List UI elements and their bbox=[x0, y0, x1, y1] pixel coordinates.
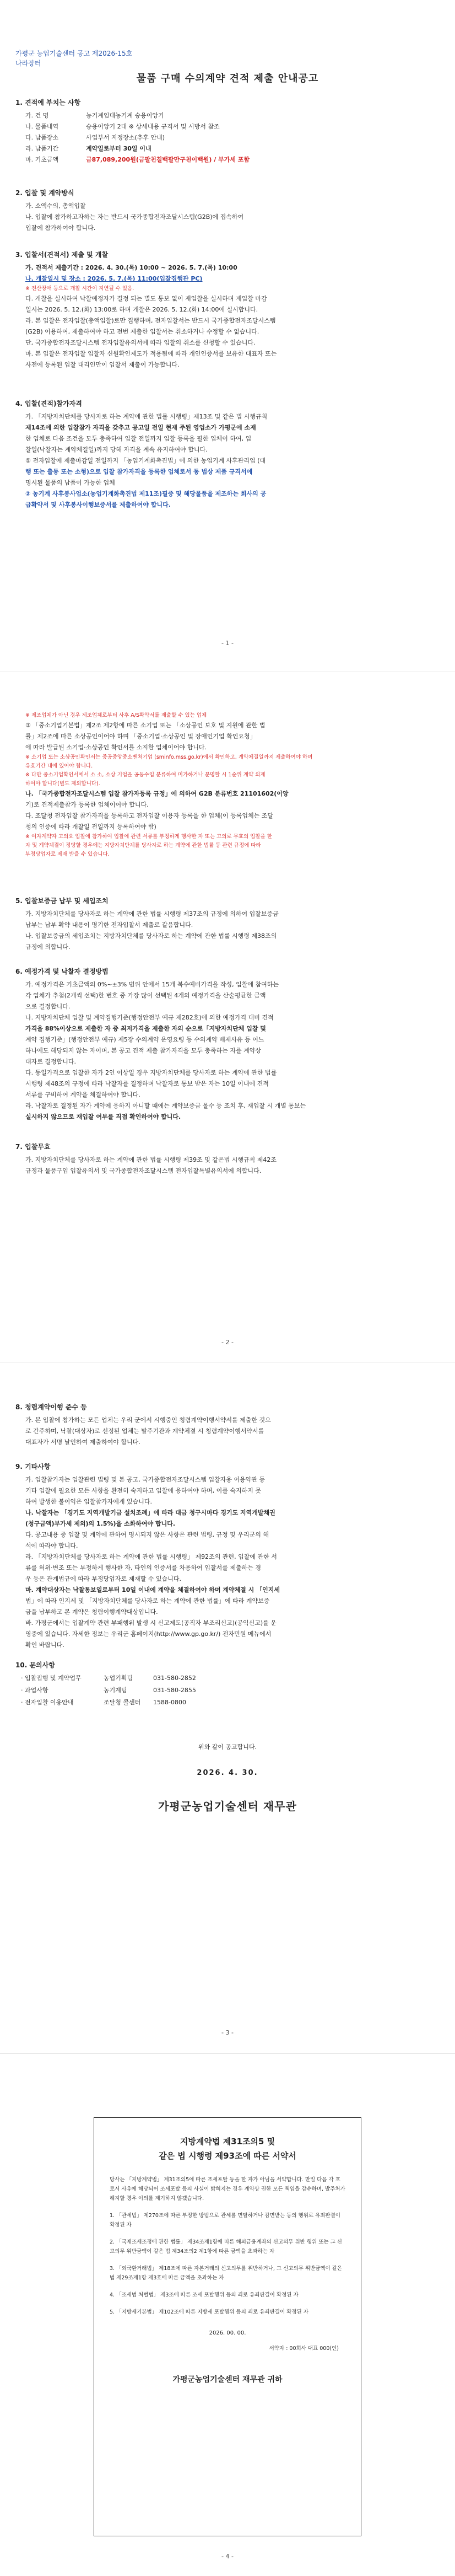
page-3 bbox=[0, 1367, 455, 2051]
section-10-heading: 10. 문의사항 bbox=[15, 1661, 55, 1669]
info-row: 마. 기초금액 금87,089,200원(금팔천칠백팔만구천이백원) / 부가세 포함 bbox=[25, 156, 250, 163]
announce-date: 2026. 4. 30. bbox=[197, 1769, 258, 1777]
section-10 bbox=[15, 1660, 440, 1708]
pledge-date: 2026. 00. 00. bbox=[209, 2330, 246, 2336]
announce-writer: 나라장터 bbox=[15, 60, 41, 67]
page-1 bbox=[0, 0, 455, 664]
page-number: - 4 - bbox=[221, 2553, 234, 2560]
announce-number: 가평군 농업기술센터 공고 제2026-15호 bbox=[15, 50, 133, 57]
page-2 bbox=[0, 679, 455, 1363]
section-9: 9. 기타사항 가. 입찰참가자는 입찰관련 법령 및 본 공고, 국가종합전자조달시스템 입찰자용 이용약관 등 기타 입찰에 필요한 모든 사항을 완전히 숙지하고 입찰에 응하여야 하며, 이를 숙지하지 못 하여 발생한 불이익은 입찰참가자에게 있습니다. 나. 낙찰자는 「경기도 지역개발기금 설치조례」에 따라 대금 청구시마다 경기도 지역개발채권 (청구금액)부가세 제외)의 1.5%)을 소화하여야 합니다. 다. 공고내용 중 입찰 및 계약에 관하여 명시되지 않은 사항은 관련 법령, 규정 및 우리군의 해 석에 따라야 합니다. 라. 「지방자치단체를 당사자로 하는 계약에 관한 법률 시행령」 제92조의 관련, 입찰에 관한 서 류를 허위·변조 또는 부정하게 행사한 자, 타인의 인증서를 차용하여 입찰서를 제출하는 경 우 등은 관계법규에 따라 부정당업자로 제재할 수 있습니다. 마. 계약대상자는 낙찰통보일로부터 10일 이내에 계약을 체결하여야 하며 계약체결 시 「인지세 법」에 따라 인지세 및 「지방자치단체를 당사자로 하는 계약에 관한 법률」에 따라 계약보증 금을 납부하고 본 계약은 청렴이행계약대상입니다. 바. 가평군에서는 입찰계약 관련 부패행위 발생 시 신고제도(공직자 부조리신고)(공익신고)를 운 영중에 있습니다. 자세한 정보는 우리군 홈페이지(http://www.gp.go.kr/) 전자민원 메뉴에서 확인 바랍니다. bbox=[15, 1461, 440, 1651]
section-4-continued: ※ 제조업체가 아닌 경우 제조업체로부터 사후 A/S확약서를 제출할 수 있는 업체 ③ 「중소기업기본법」제2조 제2항에 따른 소기업 또는 「소상공인 보호 및 지원에 관한 법 률」제2조에 따른 소상공인이어야 하며 「중소기업·소상공인 및 장애인기업 확인요청」 에 따라 발급된 소기업·소상공인 확인서를 소지한 업체이어야 합니다. ※ 소기업 또는 소상공인확인서는 중공중앙중소벤처기업 (sminfo.mss.go.kr)에서 확인하고, 계약체결일까지 제출하여야 하며 유효기간 내에 있어야 합니다. ※ 다만 중소기업확인서에서 소 소, 소상 기업을 공동수입 분류하여 미가하거나 분명할 시 1순위 계약 의제 하여야 합니다(별도 제외합니다). 나. 「국가종합전자조달시스템 입찰 참가자등록 규정」에 의하여 G2B 분류번호 21101602(이앙 기)로 견적제출참가 등록한 업체이어야 합니다. 다. 조달청 전자입찰 참가자격을 등록하고 전자입찰 이용자 등록을 한 업체(이 등록업체는 조달 청의 인증에 따라 개찰일 전일까지 등록하여야 함) ※ 여자계약자 고의요 입찰에 참가하여 입찰에 관련 서류를 부정하게 행사한 자 또는 고의로 무효의 입찰을 한 자 및 계약체결이 정당할 경우에는 지방자치단체를 당사자로 하는 계약에 관한 법률 등 관련 규정에 따라 부정당업자로 제재 받을 수 있습니다. bbox=[25, 712, 313, 857]
section-7-heading: 7. 입찰무효 bbox=[15, 1143, 51, 1151]
section-1 bbox=[15, 97, 440, 165]
section-9-heading: 9. 기타사항 bbox=[15, 1463, 51, 1471]
pledge-title-line-1: 지방계약법 제31조의5 및 bbox=[180, 2137, 275, 2146]
closing-text: 위와 같이 공고합니다. bbox=[198, 1743, 257, 1751]
section-6: 6. 예정가격 및 낙찰자 결정방법 가. 예정가격은 기초금액의 0%~±3% 범위 안에서 15개 복수예비가격을 작성, 입찰에 참여하는 각 업체가 추첨(2개씩 선택)한 번호 중 가장 많이 선택된 4개의 예정가격을 산술평균한 금액 으로 결정합니다. 나. 지방자치단체 입찰 및 계약집행기준(행정안전부 예규 제282호)에 의한 예정가격 대비 견적 가격을 88%이상으로 제출한 자 중 최저가격을 제출한 자의 순으로「지방자치단체 입찰 및 계약 집행기준」(행정안전부 예규) 제5장 수의계약 운영요령 등 수의계약 배제사유 등 어느 하나에도 해당되지 않는 자이며, 본 공고 견적 제출 참가자격을 모두 충족하는 자를 계약상 대자로 결정합니다. 다. 동일가격으로 입찰한 자가 2인 이상일 경우 지방자치단체를 당사자로 하는 계약에 관한 법률 시행령 제48조의 규정에 따라 낙찰자를 결정하며 낙찰자로 통보 받은 자는 10일 이내에 견적 서류를 구비하여 계약을 체결하여야 합니다. 라. 낙찰자로 결정된 자가 계약에 응하지 아니할 때에는 계약보증금 몰수 등 조치 후, 재입찰 시 개별 통보는 실시하지 않으므로 재입찰 여부를 직접 확인하여야 합니다. bbox=[15, 966, 440, 1123]
page-title: 물품 구매 수의계약 견적 제출 안내공고 bbox=[136, 73, 319, 84]
pledge-addressee: 가평군농업기술센터 재무관 귀하 bbox=[172, 2375, 283, 2384]
section-8: 8. 청렴계약이행 준수 등 가. 본 입찰에 참가하는 모든 업체는 우리 군에서 시행중인 청렴계약이행서약서를 제출한 것으 로 간주하며, 낙찰(대상자)로 선정된 업체는 발주기관과 계약체결 시 청렴계약이행서약서를 대표자가 서명 날인하여 제출하여야 합니다. bbox=[15, 1402, 440, 1448]
section-4-heading: 4. 입찰(견적)참가자격 bbox=[15, 400, 82, 407]
section-1-heading: 1. 견적에 부치는 사항 bbox=[15, 99, 81, 106]
page-divider bbox=[0, 2053, 455, 2054]
pledge-signer: 서약자 : 00회사 대표 000(인) bbox=[269, 2346, 339, 2352]
section-3-heading: 3. 입찰서(견적서) 제출 및 개찰 bbox=[15, 251, 109, 259]
info-row: 나. 물품내역 승용이앙기 2대 ※ 상세내용 규격서 및 시방서 참조 bbox=[25, 123, 220, 130]
info-row: 다. 납품장소 사업부서 지정장소(추후 안내) bbox=[25, 134, 165, 141]
section-5-heading: 5. 입찰보증금 납부 및 세입조치 bbox=[15, 897, 109, 905]
pledge-body: 당사는 「지방계약법」 제31조의5에 따른 조세포탈 등을 한 자가 아님을 서약합니다. 만일 다음 각 호로서 사유에 해당되어 조세포탈 등의 사실이 밝혀지는 경우 계약상 권한 모든 책임을 감수하며, 발주처가 해지할 경우 이의를 제기하지 않겠습니다. 1. 「관세법」 제270조에 따른 부정한 방법으로 관세를 면탈하거나 감면받는 등의 행위로 유죄판결이 확정된 자 2. 「국제조세조정에 관한 법률」 제34조제1항에 따른 해외금융계좌의 신고의무 위반 행위 또는 그 신고의무 위반금액이 같은 법 제34조의2 제1항에 따른 금액을 초과하는 자 3. 「외국환거래법」 제18조에 따른 자본거래의 신고의무를 위반하거나, 그 신고의무 위반금액이 같은 법 제29조제1항 제3호에 따른 금액을 초과하는 자 4. 「조세범 처벌법」 제3조에 따른 조세 포탈행위 등의 죄로 유죄판결이 확정된 자 5. 「지방세기본법」 제102조에 따른 지방세 포탈행위 등의 죄로 유죄판결이 확정된 자 bbox=[110, 2177, 345, 2315]
section-2: 2. 입찰 및 계약방식 가. 소액수의, 총액입찰 나. 입찰에 참가하고자하는 자는 반드시 국가종합전자조달시스템(G2B)에 접속하여 입찰에 참가하여야 합니다. bbox=[15, 187, 440, 234]
page-number: - 2 - bbox=[221, 1339, 234, 1346]
issuer-org: 가평군농업기술센터 재무관 bbox=[158, 1800, 297, 1813]
section-2-heading: 2. 입찰 및 계약방식 bbox=[15, 189, 74, 197]
pledge-form bbox=[94, 2117, 361, 2536]
page-number: - 3 - bbox=[221, 2029, 234, 2036]
page-number: - 1 - bbox=[221, 640, 234, 647]
section-5: 5. 입찰보증금 납부 및 세입조치 가. 지방자치단체를 당사자로 하는 계약에 관한 법률 시행령 제37조의 규정에 의하여 입찰보증금 납부는 납부 확약 내용이 명기한 전자입찰서 제출로 갈음합니다. 나. 입찰보증금의 세입조치는 지방자치단체를 당사자로 하는 계약에 관한 법률 시행령 제38조의 규정에 의합니다. bbox=[15, 895, 440, 953]
info-row: 가. 건 명 농기계임대농기계 숭용이앙기 bbox=[25, 112, 164, 119]
info-row: 라. 납품기간 계약일로부터 30일 이내 bbox=[25, 145, 151, 152]
pledge-title-line-2: 같은 법 시행령 제93조에 따른 서약서 bbox=[159, 2151, 296, 2161]
section-6-heading: 6. 예정가격 및 낙찰자 결정방법 bbox=[15, 968, 109, 975]
section-7: 7. 입찰무효 가. 지방자치단체를 당사자로 하는 계약에 관한 법률 시행령 제39조 및 같은법 시행규칙 제42조 규정과 물품구입 입찰유의서 및 국가종합전자조달시스템 전자입찰특별유의서에 의합니다. bbox=[15, 1141, 440, 1177]
section-3: 3. 입찰서(견적서) 제출 및 개찰 가. 견적서 제출기간 : 2026. 4. 30.(목) 10:00 ~ 2026. 5. 7.(목) 10:00 나. 개찰일시 및 장소 : 2026. 5. 7.(목) 11:00(입찰집행관 PC) ※ 전산장애 등으로 개찰 시간이 지연될 수 있음. 다. 개찰을 실시하여 낙찰예정자가 결정 되는 별도 통보 없이 재입찰을 실시하며 재입찰 마감 일시는 2026. 5. 12.(화) 13:00로 하며 개찰은 2026. 5. 12.(화) 14:00에 실시합니다. 라. 본 입찰은 전자입찰(총액입찰)로만 집행하며, 전자입찰서는 반드시 국가종합전자조달시스템 (G2B) 이용하여, 제출하여야 하고 전번 제출한 입찰서는 취소하거나 수정할 수 없습니다. 단, 국가종합전자조달시스템 전자입찰유의서에 따라 입찰의 취소를 신청할 수 있습니다. 마. 본 입찰은 전자입찰 입찰자 신원확인제도가 적용됨에 따라 개인인증서를 보유한 대표자 또는 사전에 등록된 입찰 대리인만이 입찰서 제출이 가능합니다. bbox=[15, 249, 440, 371]
contact-table: · 입찰집행 및 계약업무 농업기획팀 031-580-2852 · 과업사항 농기계팀 031-580-2855 · 전자입찰 이용안내 조달청 콜센터 1588-0800 bbox=[21, 1675, 196, 1706]
section-8-heading: 8. 청렴계약이행 준수 등 bbox=[15, 1403, 87, 1411]
section-4: 4. 입찰(견적)참가자격 가. 「지방자치단체를 당사자로 하는 계약에 관한 법률 시행령」제13조 및 같은 법 시행규칙 제14조에 의한 입찰참가 자격을 갖추고 공고일 전일 현재 주된 영업소가 가평군에 소재 한 업체로 다음 조건을 모두 충족하여 입찰 전일까지 입찰 등록을 필한 업체이 하여, 입 찰일(낙찰자는 계약체결일)까지 당해 자격을 계속 유지하여야 합니다. ① 전자입찰에 제출마감일 전일까지 「농업기계화촉진법」에 의한 농업기계 사후관리업 (대 행 또는 출동 또는 소형)으로 입찰 참가자격을 등록한 업체로서 동 법상 제품 규격서에 명시된 물품의 납품이 가능한 업체 ② 농기계 사후봉사업소(농업기계화촉진법 제11조)필증 및 해당물품을 제조하는 회사의 공 급확약서 및 사후봉사이행보증서를 제출하여야 합니다. bbox=[15, 398, 440, 511]
